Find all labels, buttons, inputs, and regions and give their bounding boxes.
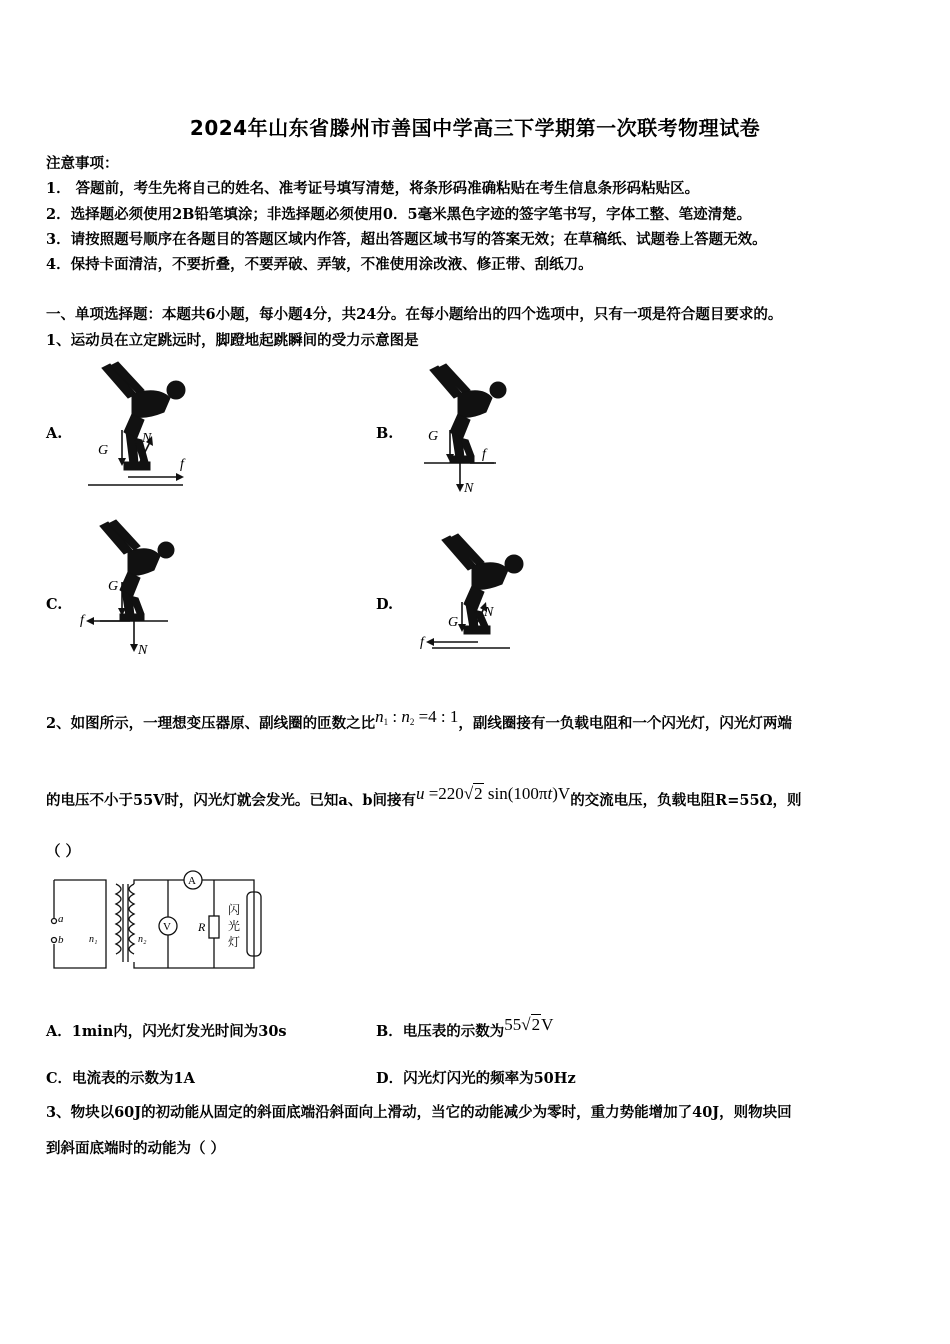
ratio-sub1: 1	[383, 717, 389, 727]
voltage-formula: u =220√2 sin(100πt)V	[415, 784, 571, 803]
n2-label: n₂	[138, 934, 147, 945]
notice-item-4: 4．保持卡面清洁，不要折叠，不要弄破、弄皱，不准使用涂改液、修正带、刮纸刀。	[46, 256, 593, 273]
notice-item-2: 2．选择题必须使用2B铅笔填涂；非选择题必须使用0．5毫米黑色字迹的签字笔书写，字体工整、笔迹清楚。	[46, 206, 752, 223]
lamp-label-1: 闪	[228, 903, 241, 917]
formula-t: t	[547, 784, 553, 803]
q2-answer-paren: （ ）	[46, 843, 81, 860]
notice-heading: 注意事项：	[46, 155, 119, 172]
q1-option-a-label: A.	[46, 425, 63, 442]
formula-sin: sin(100π	[483, 784, 548, 803]
question-2-stem-line1	[46, 707, 792, 733]
label-f: f	[180, 457, 184, 472]
q2-option-a: A．1min内，闪光灯发光时间为30s	[46, 1023, 287, 1040]
q1-figure-b	[420, 362, 520, 497]
ammeter-label: A	[188, 875, 196, 887]
lamp-label-2: 光	[228, 919, 241, 933]
question-3-line1: 3、物块以60J的初动能从固定的斜面底端沿斜面向上滑动，当它的动能减少为零时，重力势能增加了40J，则物块回	[46, 1104, 792, 1121]
q2-stem-b: ，副线圈接有一负载电阻和一个闪光灯，闪光灯两端	[458, 715, 792, 732]
optb-unit: V	[541, 1015, 554, 1034]
q2-stem-a: 2、如图所示，一理想变压器原、副线圈的匝数之比	[46, 715, 376, 732]
label-g: G	[448, 615, 459, 630]
optb-coef: 55	[504, 1015, 522, 1034]
terminal-a-label: a	[58, 913, 64, 925]
q2-stem-c: 的电压不小于55V时，闪光灯就会发光。已知a、b间接有	[46, 792, 416, 809]
ratio-sub2: 2	[409, 717, 415, 727]
q2-option-c: C．电流表的示数为1A	[46, 1070, 195, 1087]
q1-option-c-label: C.	[46, 596, 63, 613]
ratio-colon: :	[388, 707, 402, 726]
question-2-stem-line2	[46, 784, 802, 810]
q1-figure-d	[412, 530, 542, 665]
n1-label: n₁	[89, 934, 98, 945]
q2-option-b-text: B．电压表的示数为	[376, 1023, 505, 1040]
question-1-stem: 1、运动员在立定跳远时，脚蹬地起跳瞬间的受力示意图是	[46, 332, 419, 349]
lamp-label-3: 灯	[228, 935, 241, 949]
q2-option-d: D．闪光灯闪光的频率为50Hz	[376, 1070, 576, 1087]
athlete-icon	[430, 364, 506, 463]
label-n: N	[138, 643, 148, 658]
formula-eq: =220	[424, 784, 464, 803]
terminal-b-label: b	[58, 934, 64, 946]
q1-figure-a	[88, 360, 198, 495]
page-title: 2024年山东省滕州市善国中学高三下学期第一次联考物理试卷	[189, 116, 761, 140]
q2-option-b	[376, 1015, 554, 1041]
ratio-n1: n	[375, 707, 384, 726]
q1-option-b-label: B.	[376, 425, 394, 442]
ratio-n2: n	[401, 707, 410, 726]
formula-u: u	[415, 784, 425, 803]
label-n: N	[142, 431, 152, 446]
label-g: G	[428, 429, 439, 444]
label-f: f	[482, 447, 486, 462]
section-heading: 一、单项选择题：本题共6小题，每小题4分，共24分。在每小题给出的四个选项中，只有一项是符合题目要求的。	[46, 306, 783, 323]
ratio-value: =4 : 1	[414, 707, 459, 726]
label-n: N	[484, 605, 494, 620]
notice-item-1: 1． 答题前，考生先将自己的姓名、准考证号填写清楚，将条形码准确粘贴在考生信息条形码粘贴区。	[46, 180, 700, 197]
ratio-formula	[375, 707, 458, 727]
q2-circuit-diagram	[44, 870, 274, 976]
label-f: f	[420, 635, 424, 650]
label-g: G	[98, 443, 109, 458]
label-f: f	[80, 613, 84, 628]
optb-root: 2	[531, 1015, 541, 1034]
label-g: G	[108, 579, 119, 594]
formula-end: )V	[552, 784, 571, 803]
voltmeter-label: V	[163, 921, 171, 933]
formula-root: 2	[474, 784, 483, 803]
q2-option-b-formula: 55√2V	[504, 1015, 554, 1034]
label-n: N	[464, 481, 474, 496]
athlete-icon	[100, 520, 174, 621]
q2-stem-d: 的交流电压，负载电阻R=55Ω，则	[570, 792, 802, 809]
q1-option-d-label: D.	[376, 596, 394, 613]
resistor-label: R	[198, 920, 206, 934]
q1-figure-c	[78, 518, 188, 658]
notice-item-3: 3．请按照题号顺序在各题目的答题区域内作答，超出答题区域书写的答案无效；在草稿纸、试题卷上答题无效。	[46, 231, 767, 248]
question-3-line2: 到斜面底端时的动能为（ ）	[46, 1140, 226, 1157]
